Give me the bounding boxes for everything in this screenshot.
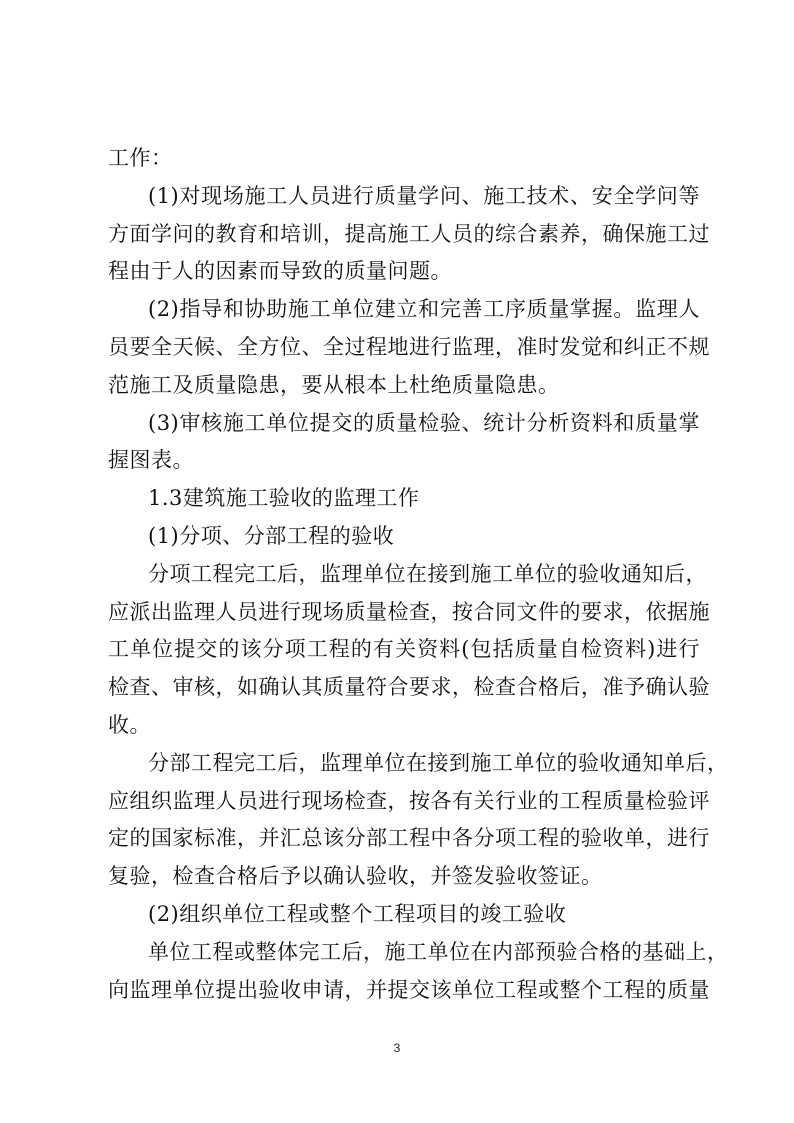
text-line: 工作： (108, 146, 173, 170)
text-line: 方面学问的教育和培训，提高施工人员的综合素养，确保施工过 (108, 221, 710, 246)
text-line: 收。 (108, 712, 151, 737)
text-line: 分项工程完工后，监理单位在接到施工单位的验收通知后， (148, 561, 707, 586)
text-line: 定的国家标准，并汇总该分部工程中各分项工程的验收单，进行 (108, 826, 710, 851)
text-line: 复验，检查合格后予以确认验收，并签发验收签证。 (108, 864, 603, 889)
text-line: 应派出监理人员进行现场质量检查，按合同文件的要求，依据施 (108, 599, 710, 624)
text-line: 分部工程完工后，监理单位在接到施工单位的验收通知单后， (148, 750, 729, 775)
text-line: 程由于人的因素而导致的质量问题。 (108, 259, 452, 284)
body-text (108, 140, 729, 1009)
text-line: 1.3建筑施工验收的监理工作 (148, 486, 420, 511)
text-line: (2)指导和协助施工单位建立和完善工序质量掌握。监理人 (148, 297, 700, 322)
text-line: 单位工程或整体完工后，施工单位在内部预验合格的基础上， (148, 939, 729, 964)
text-line: 向监理单位提出验收申请，并提交该单位工程或整个工程的质量 (108, 977, 710, 1002)
text-line: 应组织监理人员进行现场检查，按各有关行业的工程质量检验评 (108, 788, 710, 813)
text-line: 工单位提交的该分项工程的有关资料(包括质量自检资料)进行 (108, 637, 700, 662)
text-line: 检查、审核，如确认其质量符合要求，检查合格后，准予确认验 (108, 675, 710, 700)
text-line: 范施工及质量隐患，要从根本上杜绝质量隐患。 (108, 372, 560, 397)
text-line: (1)分项、分部工程的验收 (148, 523, 395, 548)
page-number: 3 (393, 1041, 401, 1055)
text-line: (1)对现场施工人员进行质量学问、施工技术、安全学问等 (148, 183, 700, 208)
text-line: (2)组织单位工程或整个工程项目的竣工验收 (148, 901, 567, 926)
text-line: 员要全天候、全方位、全过程地进行监理，准时发觉和纠正不规 (108, 334, 710, 359)
text-line: 握图表。 (108, 448, 194, 473)
text-line: (3)审核施工单位提交的质量检验、统计分析资料和质量掌 (148, 410, 700, 435)
